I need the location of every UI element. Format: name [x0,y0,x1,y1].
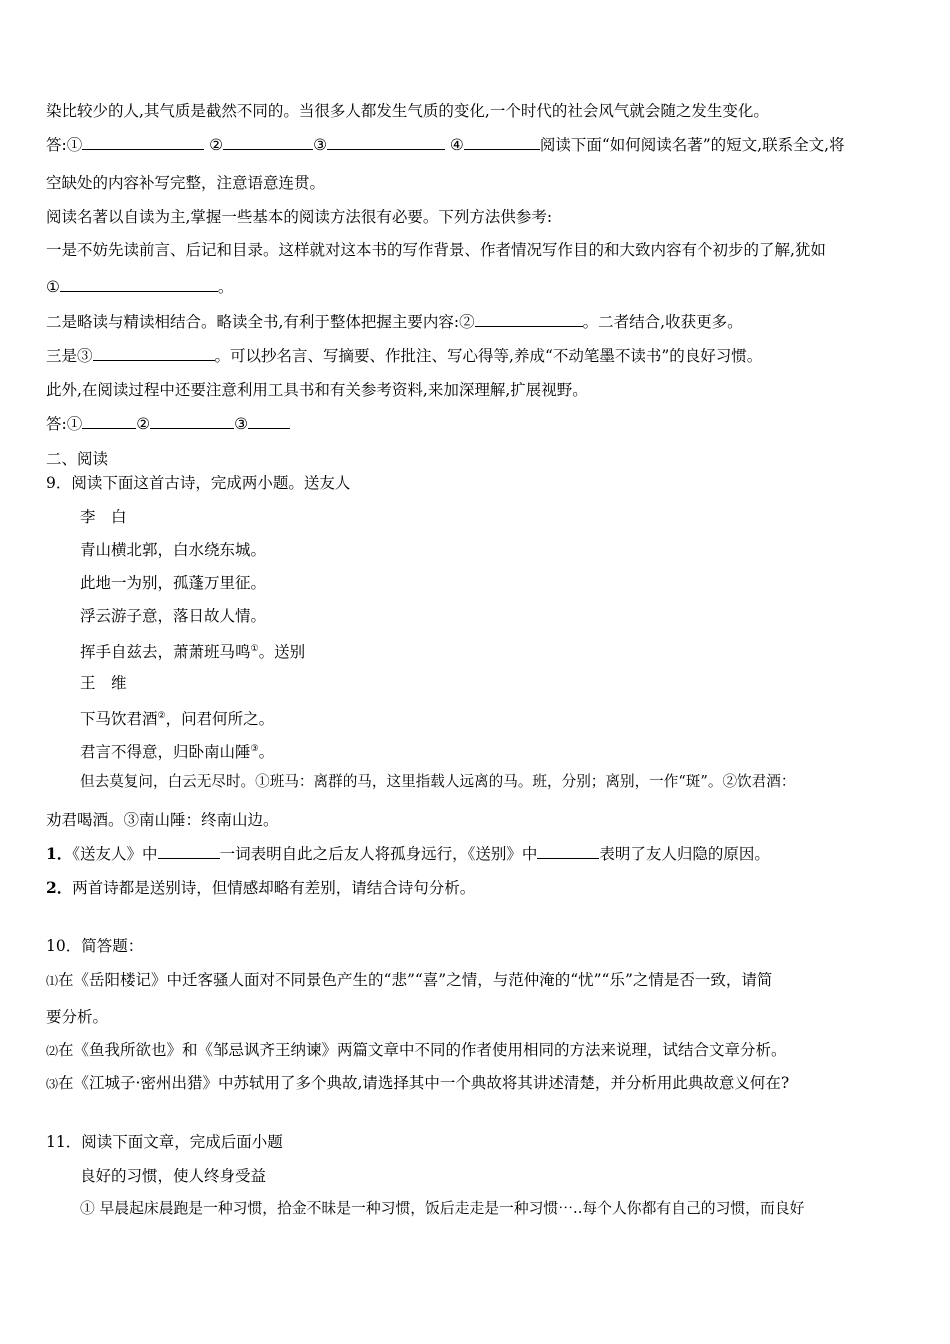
note-line: 劝君喝酒。③南山陲：终南山边。 [46,811,279,829]
answer-blank-5[interactable] [82,414,136,429]
answer-line-2: 答:① ② ③ [46,414,290,434]
question-item: ⑴在《岳阳楼记》中迁客骚人面对不同景色产生的“悲”“喜”之情，与范仲淹的“忧”“乐”之情是否一致，请简 [46,971,773,989]
poem-line: 挥手自兹去，萧萧班马鸣①。送别 [80,643,306,662]
paragraph-line: 染比较少的人,其气质是截然不同的。当很多人都发生气质的变化,一个时代的社会风气就会随之发生变化。 [46,102,769,120]
poem-line: 此地一为别，孤蓬万里征。 [80,574,267,592]
article-title: 良好的习惯，使人终身受益 [80,1167,267,1185]
paragraph-line: 此外,在阅读过程中还要注意利用工具书和有关参考资料,来加深理解,扩展视野。 [46,381,588,399]
fill-blank-2[interactable] [475,312,583,327]
question-title: 11．阅读下面文章，完成后面小题 [46,1133,283,1151]
answer-line-1: 答:① ② ③ ④ 阅读下面“如何阅读名著”的短文,联系全文,将 [46,136,845,154]
sub-question-1: 1．《送友人》中 一词表明自此之后友人将孤身远行，《送别》中 表明了友人归隐的原因。 [46,844,770,863]
article-paragraph: ① 早晨起床晨跑是一种习惯，拾金不昧是一种习惯，饭后走走是一种习惯⋯..每个人你都有自己的习惯，而良好 [80,1200,805,1217]
fill-line-2: 二是略读与精读相结合。略读全书,有利于整体把握主要内容:② 。二者结合,收获更多。 [46,313,743,331]
paragraph-line: 空缺处的内容补写完整，注意语意连贯。 [46,174,326,192]
paragraph-line: 一是不妨先读前言、后记和目录。这样就对这本书的写作背景、作者情况写作目的和大致内容有个初步的了解,犹如 [46,241,826,259]
sub-question-blank-1[interactable] [158,844,220,859]
answer-blank-3[interactable] [327,135,445,150]
sub-question-2: 2．两首诗都是送别诗，但情感却略有差别，请结合诗句分析。 [46,878,476,897]
footnote-mark: ① [250,644,259,654]
poem-author: 王 维 [80,674,127,692]
answer-blank-4[interactable] [464,135,540,150]
sub-question-blank-2[interactable] [537,844,599,859]
answer-blank-6[interactable] [150,414,234,429]
poem-line-with-notes: 但去莫复问，白云无尽时。①班马：离群的马，这里指载人远离的马。班，分别；离别，一作“斑”。②饮君酒： [80,773,796,790]
answer-blank-7[interactable] [248,414,290,429]
fill-line-1: ① 。 [46,278,234,296]
question-item: ⑶在《江城子·密州出猎》中苏轼用了多个典故,请选择其中一个典故将其讲述清楚，并分析用此典故意义何在? [46,1074,790,1092]
answer-blank-1[interactable] [82,135,204,150]
fill-blank-3[interactable] [93,346,215,361]
poem-line: 青山横北郭，白水绕东城。 [80,541,267,559]
fill-line-3: 三是③ 。可以抄名言、写摘要、作批注、写心得等,养成“不动笔墨不读书”的良好习惯。 [46,347,763,365]
poem-line: 君言不得意，归卧南山陲③。 [80,743,275,762]
paragraph-line: 阅读名著以自读为主,掌握一些基本的阅读方法很有必要。下列方法供参考: [46,208,553,226]
fill-blank-1[interactable] [60,277,218,292]
answer-blank-2[interactable] [223,135,313,150]
question-item-cont: 要分析。 [46,1008,109,1026]
poem-author: 李 白 [80,508,127,526]
answer-label: 答:① [46,136,83,154]
question-title: 10．简答题： [46,937,144,955]
section-heading: 二、阅读 [46,450,109,468]
question-title: 9．阅读下面这首古诗，完成两小题。送友人 [46,474,351,492]
footnote-mark: ② [157,711,166,721]
poem-line: 浮云游子意，落日故人情。 [80,607,267,625]
footnote-mark: ③ [250,744,259,754]
poem-line: 下马饮君酒②，问君何所之。 [80,710,275,729]
question-item: ⑵在《鱼我所欲也》和《邹忌讽齐王纳谏》两篇文章中不同的作者使用相同的方法来说理，试结合文章分析。 [46,1041,787,1059]
